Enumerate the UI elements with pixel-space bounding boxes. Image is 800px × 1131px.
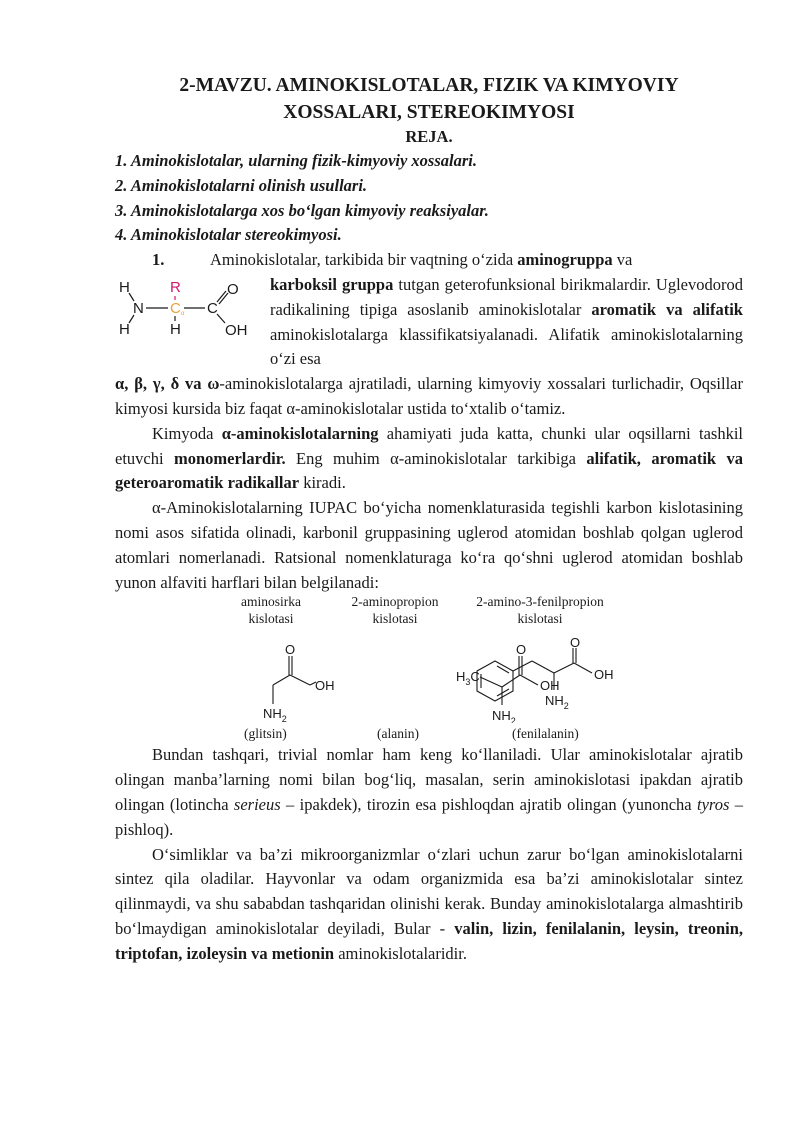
phenylalanine-structure (470, 635, 660, 723)
text: kiradi. (299, 473, 346, 493)
paragraph-essential-amino-acids (115, 843, 743, 967)
italic-term: tyros (697, 794, 730, 814)
bold-term: aminogruppa (517, 250, 613, 270)
text: Kimyoda (152, 423, 222, 443)
bold-term: karboksil gruppa (270, 274, 394, 294)
amino-acid-general-formula (115, 273, 270, 347)
bold-term: α-aminokislotalarning (221, 423, 379, 443)
paragraph-nomenclature: α-Aminokislotalarning IUPAC bo‘yicha nomenklaturasida tegishli karbon kislotasining nomi asos sifatida olinadi, karbonil gruppasining uglerod atomidan boshlab qolgan uglerod atomlari nomerlanadi. Ratsional nomenklaturaga ko‘ra qo‘shni uglerod atomidan boshlab yunon alfaviti harflari bilan belgilanadi: (115, 498, 743, 592)
glycine-bonds (273, 656, 316, 704)
bold-term: alifatik, aromatik va geteroaromatik radikallar (115, 448, 743, 493)
bold-term: aromatik va alifatik (591, 299, 743, 319)
bold-term: monomerlardir. (173, 448, 286, 468)
phenylalanine-bonds (477, 648, 592, 701)
alanine-methyl: $H_3C$ (456, 669, 480, 688)
text: aminokislotalarga klassifikatsiyalanadi. Alifatik aminokislotalarning o‘zi esa (270, 324, 743, 369)
hydroxyl-group: OH (225, 321, 248, 339)
label-glycine: (glitsin) (244, 726, 287, 742)
alanine-oxygen: O (516, 642, 527, 658)
h-bottom-atom: H (119, 320, 130, 338)
glycine-hydroxyl: OH (315, 678, 335, 694)
text: – ipakdek), tirozin esa pishloqdan ajratib olingan (yunoncha (280, 794, 697, 814)
plan-item: 3. Aminokislotalarga xos bo‘lgan kimyoviy reaksiyalar. (115, 200, 489, 220)
structure-name-glycine: aminosirka kislotasi (241, 594, 301, 627)
alanine-hydroxyl: OH (540, 678, 560, 694)
paragraph-trivial-names (115, 743, 743, 842)
structure-name-phenylalanine: 2-amino-3-fenilpropion kislotasi (476, 594, 604, 627)
title-line-1: 2-MAVZU. AMINOKISLOTALAR, FIZIK VA KIMYOVIY (179, 75, 679, 96)
r-group: R (170, 278, 181, 296)
alanine-amino: $NH_2$ (492, 708, 516, 724)
h-top-atom: H (119, 278, 130, 296)
h-under-atom: H (170, 320, 181, 338)
alpha-symbol: α (181, 310, 185, 317)
text: ahamiyati juda katta, chunki ular oqsillarni tashkil etuvchi (115, 423, 743, 468)
text: O‘simliklar va ba’zi mikroorganizmlar o‘zlari uchun zarur bo‘lgan aminokislotalarni sintez qila oladilar. Hayvonlar va odam organizmida esa ba’zi aminokislotalar sintez qilinmaydi, va shu sababdan tashqaridan olinishi kerak. Bunday aminokislotalarga almashtirib bo‘lmaydigan aminokislotalar deyiladi, Bular - (115, 844, 743, 938)
italic-term: serieus (233, 794, 281, 814)
label-alanine: (alanin) (377, 726, 419, 742)
text: Bundan tashqari, trivial nomlar ham keng ko‘llaniladi. Ular aminokislotalar ajratib olingan manba’larning nomi bilan bog‘liq, masalan, serin aminokislotasi ipakdan ajratib olingan (lotincha (115, 745, 743, 814)
title-line-2: XOSSALARI, STEREOKIMYOSI (283, 102, 575, 123)
plan-item: 2. Aminokislotalarni olinish usullari. (115, 175, 368, 195)
carboxyl-carbon: C (207, 299, 218, 317)
page-title (115, 72, 743, 126)
text: Eng muhim α-aminokislotalar tarkibiga (285, 448, 587, 468)
plan-heading: REJA. (405, 127, 453, 146)
text: va (612, 250, 633, 270)
text: -aminokislotalarga ajratiladi, ularning kimyoviy xossalari turlichadir, Oqsillar kimyosi kursida biz faqat α-aminokislotalar ustida to‘xtalib o‘tamiz. (115, 374, 743, 418)
paragraph-importance (115, 422, 743, 496)
bold-term: valin, lizin, fenilalanin, leysin, treonin, triptofan, izoleysin va metionin (115, 918, 744, 963)
bold-term: α, β, γ, δ va ω (115, 374, 220, 394)
label-phenylalanine: (fenilalanin) (512, 726, 579, 742)
text: – pishloq). (115, 794, 744, 839)
phenylalanine-hydroxyl: OH (594, 667, 614, 683)
plan-item: 1. Aminokislotalar, ularning fizik-kimyoviy xossalari. (115, 151, 477, 170)
glycine-amino: $NH_2$ (263, 706, 287, 724)
text: aminokislotalaridir. (334, 943, 467, 963)
document-page (115, 72, 743, 967)
plan-item: 4. Aminokislotalar stereokimyosi. (115, 225, 342, 245)
structure-name-alanine: 2-aminopropion kislotasi (351, 594, 439, 627)
alpha-carbon: C (170, 299, 181, 317)
paragraph-intro (115, 248, 743, 422)
text: tutgan geterofunksional birikmalardir. Uglevodorod radikalining tipiga asoslanib aminokislotalar (270, 274, 743, 319)
oxygen-atom: O (227, 280, 239, 298)
amino-acid-structures (115, 595, 743, 745)
n-atom: N (133, 299, 144, 317)
phenylalanine-amino: $NH_2$ (545, 693, 569, 712)
section-number: 1. (152, 250, 165, 270)
phenylalanine-oxygen: O (570, 635, 581, 651)
glycine-oxygen: O (285, 642, 296, 658)
text: Aminokislotalar, tarkibida bir vaqtning o‘zida (210, 250, 518, 270)
